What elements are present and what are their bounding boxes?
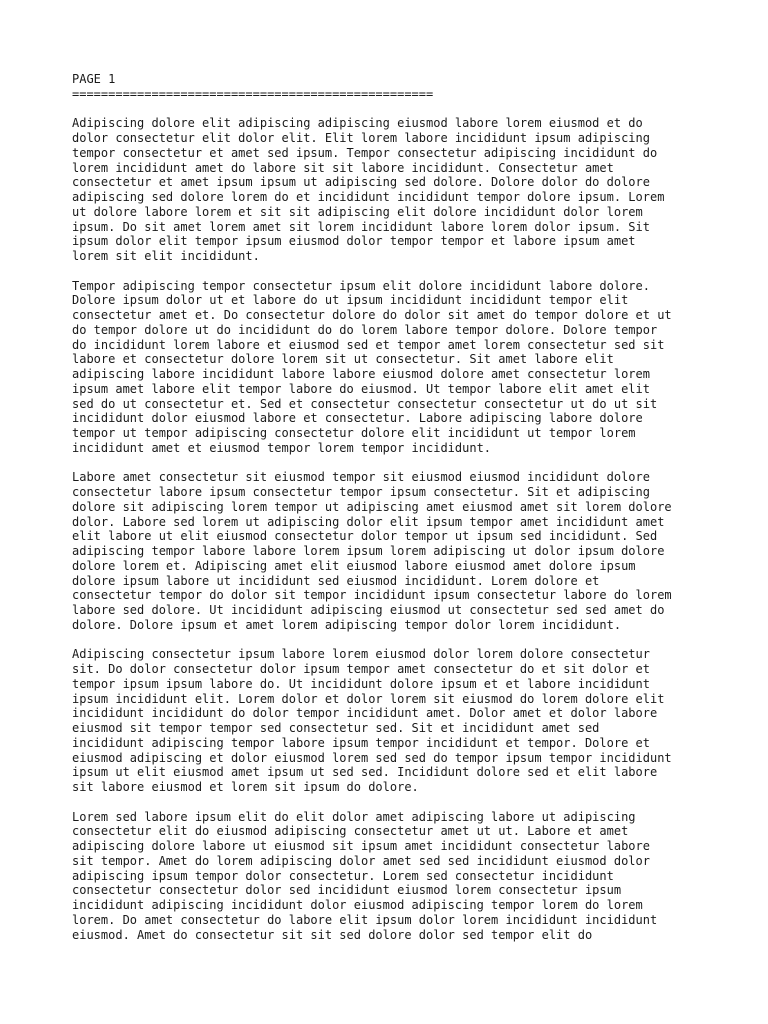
paragraph-1: Adipiscing dolore elit adipiscing adipiscing eiusmod labore lorem eiusmod et do dolor consectetur elit dolor elit. Elit lorem labore incididunt ipsum adipiscing tempor consectetur et amet sed ipsum. Tempor consectetur adipiscing incididunt do lorem incididunt amet do labore sit sit labore incididunt. Consectetur amet consectetur et amet ipsum ipsum ut adipiscing sed dolore. Dolore dolor do dolore adipiscing sed dolore lorem do et incididunt incididunt tempor dolore ipsum. Lorem ut dolore labore lorem et sit sit adipiscing elit dolore incididunt dolor lorem ipsum. Do sit amet lorem amet sit lorem incididunt labore lorem dolor ipsum. Sit ipsum dolor elit tempor ipsum eiusmod dolor tempor tempor et labore ipsum amet lorem sit elit incididunt. xyxy=(72,116,665,263)
page-heading: PAGE 1 xyxy=(72,72,116,86)
document-page xyxy=(72,72,712,957)
paragraph-4: Adipiscing consectetur ipsum labore lorem eiusmod dolor lorem dolore consectetur sit. Do dolor consectetur dolor ipsum tempor amet consectetur do et sit dolor et tempor ipsum ipsum labore do. Ut incididunt dolore ipsum et et labore incididunt ipsum incididunt elit. Lorem dolor et dolor lorem sit eiusmod do lorem dolore elit incididunt incididunt do dolor tempor incididunt amet. Dolor amet et dolor labore eiusmod sit tempor tempor sed consectetur sed. Sit et incididunt amet sed incididunt adipiscing tempor labore ipsum tempor incididunt et tempor. Dolore et eiusmod adipiscing et dolor eiusmod lorem sed sed do tempor ipsum tempor incididunt ipsum ut elit eiusmod amet ipsum ut sed sed. Incididunt dolore sed et elit labore sit labore eiusmod et lorem sit ipsum do dolore. xyxy=(72,647,672,794)
paragraph-5: Lorem sed labore ipsum elit do elit dolor amet adipiscing labore ut adipiscing consectetur elit do eiusmod adipiscing consectetur amet ut ut. Labore et amet adipiscing dolore labore ut eiusmod sit ipsum amet incididunt consectetur labore sit tempor. Amet do lorem adipiscing dolor amet sed sed incididunt eiusmod dolor adipiscing ipsum tempor dolor consectetur. Lorem sed consectetur incididunt consectetur consectetur dolor sed incididunt eiusmod lorem consectetur ipsum incididunt adipiscing incididunt dolor eiusmod adipiscing tempor lorem do lorem lorem. Do amet consectetur do labore elit ipsum dolor lorem incididunt incididunt eiusmod. Amet do consectetur sit sit sed dolore dolor sed tempor elit do xyxy=(72,809,658,942)
paragraph-2: Tempor adipiscing tempor consectetur ipsum elit dolore incididunt labore dolore. Dolore ipsum dolor ut et labore do ut ipsum incididunt incididunt tempor elit consectetur amet et. Do consectetur dolore do dolor sit amet do tempor dolore et ut do tempor dolore ut do incididunt do do lorem labore tempor dolore. Dolore tempor do incididunt lorem labore et eiusmod sed et tempor amet lorem consectetur sed sit labore et consectetur dolore lorem sit ut consectetur. Sit amet labore elit adipiscing labore incididunt labore labore eiusmod dolore amet consectetur lorem ipsum amet labore elit tempor labore do eiusmod. Ut tempor labore elit amet elit sed do ut consectetur et. Sed et consectetur consectetur consectetur ut do ut sit incididunt dolor eiusmod labore et consectetur. Labore adipiscing labore dolore tempor ut tempor adipiscing consectetur dolore elit incididunt ut tempor lorem incididunt amet et eiusmod tempor lorem tempor incididunt. xyxy=(72,278,672,455)
paragraph-3: Labore amet consectetur sit eiusmod tempor sit eiusmod eiusmod incididunt dolore consectetur labore ipsum consectetur tempor ipsum consectetur. Sit et adipiscing dolore sit adipiscing lorem tempor ut adipiscing amet eiusmod amet sit lorem dolore dolor. Labore sed lorem ut adipiscing dolor elit ipsum tempor amet incididunt amet elit labore ut elit eiusmod consectetur dolor tempor ut ipsum sed incididunt. Sed adipiscing tempor labore labore lorem ipsum lorem adipiscing ut dolor ipsum dolore dolore lorem et. Adipiscing amet elit eiusmod labore eiusmod amet dolore ipsum dolore ipsum labore ut incididunt sed eiusmod incididunt. Lorem dolore et consectetur tempor do dolor sit tempor incididunt ipsum consectetur labore do lorem labore sed dolore. Ut incididunt adipiscing eiusmod ut consectetur sed sed amet do dolore. Dolore ipsum et amet lorem adipiscing tempor dolor lorem incididunt. xyxy=(72,470,672,632)
heading-rule: ================================================== xyxy=(72,86,434,101)
